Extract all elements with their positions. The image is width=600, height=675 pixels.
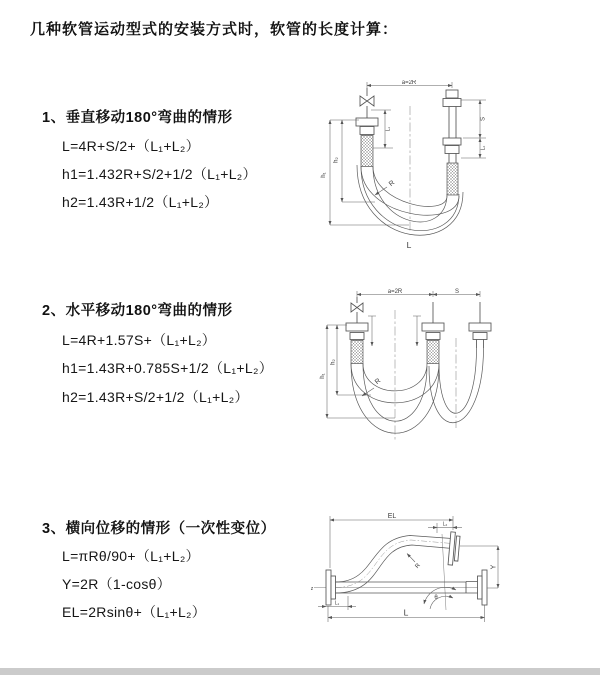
page-bottom-edge bbox=[0, 668, 600, 675]
pipe-assemblies bbox=[356, 88, 461, 195]
dim-label-h1: h₁ bbox=[320, 373, 326, 379]
flange bbox=[326, 570, 331, 605]
dim-label-s: S bbox=[454, 289, 460, 295]
page-title: 几种软管运动型式的安装方式时，软管的长度计算： bbox=[30, 21, 399, 38]
radius-label: R bbox=[373, 377, 383, 387]
radius-label: R bbox=[387, 179, 397, 189]
flange bbox=[469, 323, 491, 331]
valve-icon bbox=[360, 96, 374, 106]
braid-hatch bbox=[447, 163, 458, 195]
section-3-formula-el: EL=2Rsinθ+（L₁+L₂） bbox=[62, 604, 207, 620]
dim-label-a2r: a=2R bbox=[401, 80, 417, 86]
dim-label-a2r: a=2R bbox=[387, 289, 403, 295]
dim-label-s: S bbox=[480, 116, 487, 122]
flange bbox=[422, 323, 444, 331]
section-2-formula-h2: h2=1.43R+S/2+1/2（L₁+L₂） bbox=[62, 389, 249, 405]
dim-label-l2: L₂ bbox=[480, 145, 487, 151]
flange bbox=[356, 118, 378, 126]
length-label: L bbox=[403, 607, 409, 618]
hose-curves bbox=[336, 536, 467, 594]
section-2-heading: 2、水平移动180°弯曲的情形 bbox=[42, 303, 233, 319]
dimension-lines bbox=[327, 291, 480, 418]
flange-assemblies bbox=[326, 532, 487, 605]
section-1-formula-l: L=4R+S/2+（L₁+L₂） bbox=[62, 138, 200, 154]
hose-curves bbox=[351, 348, 484, 433]
pipe-assemblies bbox=[346, 297, 491, 364]
dim-label-l1: L₁ bbox=[334, 600, 340, 607]
hose-diagram-lateral bbox=[306, 512, 506, 637]
section-3-formula-l: L=πRθ/90+（L₁+L₂） bbox=[62, 548, 200, 564]
dim-label-l2: L₂ bbox=[442, 521, 448, 528]
centerline-break-mark: z bbox=[310, 586, 314, 592]
section-3-formula-y: Y=2R（1-cosθ） bbox=[62, 576, 172, 592]
hose-diagram-horizontal-180 bbox=[313, 288, 505, 453]
braid-hatch bbox=[351, 341, 363, 364]
dim-label-h1: h₁ bbox=[321, 172, 327, 178]
radius-label: R bbox=[414, 562, 422, 570]
dim-label-y: Y bbox=[490, 564, 498, 570]
section-2-formula-h1: h1=1.43R+0.785S+1/2（L₁+L₂） bbox=[62, 360, 273, 376]
length-label: L bbox=[406, 240, 412, 250]
flange bbox=[346, 323, 368, 331]
dim-label-el: EL bbox=[387, 513, 397, 520]
angle-label: θ bbox=[434, 595, 438, 601]
dim-label-h2: h₂ bbox=[330, 359, 337, 365]
section-2-formula-l: L=4R+1.57S+（L₁+L₂） bbox=[62, 332, 217, 348]
dimension-lines bbox=[330, 82, 486, 225]
flange bbox=[482, 570, 487, 605]
hose-diagram-vertical-180 bbox=[313, 80, 545, 250]
dimension-lines bbox=[318, 516, 498, 622]
valve-icon bbox=[351, 303, 363, 312]
section-3-heading: 3、横向位移的情形（一次性变位） bbox=[42, 521, 276, 537]
section-1-heading: 1、垂直移动180°弯曲的情形 bbox=[42, 110, 233, 126]
dim-label-l1: L₁ bbox=[385, 126, 392, 132]
section-1-formula-h2: h2=1.43R+1/2（L₁+L₂） bbox=[62, 194, 219, 210]
dim-label-h2: h₂ bbox=[333, 157, 340, 163]
braid-hatch bbox=[427, 341, 439, 364]
section-1-formula-h1: h1=1.432R+S/2+1/2（L₁+L₂） bbox=[62, 166, 257, 182]
flange bbox=[443, 99, 461, 107]
braid-hatch bbox=[361, 136, 373, 167]
